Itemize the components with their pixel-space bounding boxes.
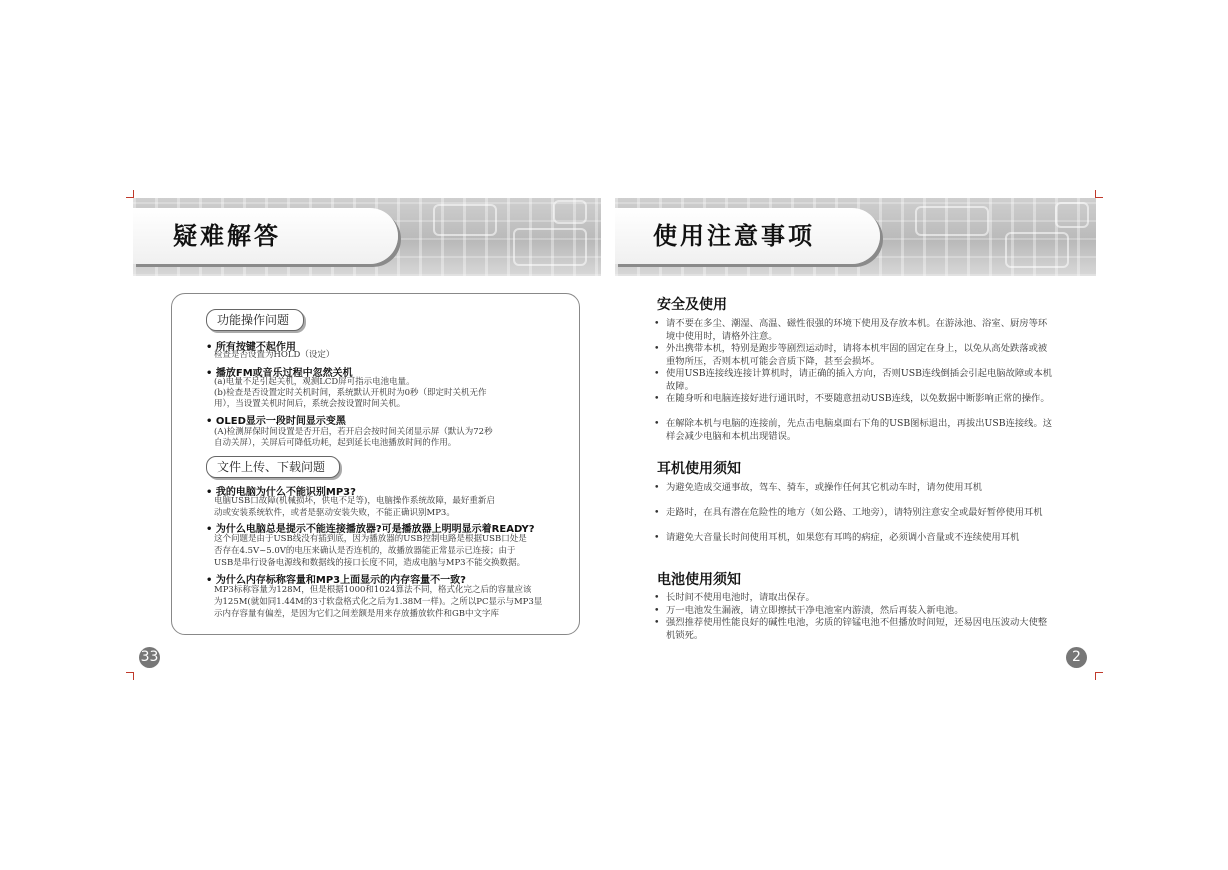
answer-line: 这个问题是由于USB线没有插到底，因为播放器的USB控制电路是根据USB口处是 <box>214 534 527 544</box>
bullet-item: • 请不要在多尘、潮湿、高温、磁性很强的环境下使用及存放本机。在游泳池、浴室、厨房等环境中使用时，请格外注意。 <box>654 318 1056 343</box>
page-number: 2 <box>1066 647 1087 668</box>
crop-mark <box>1095 197 1103 198</box>
question-text: 所有按键不起作用 <box>215 342 296 353</box>
answer-line: (A)检测屏保时间设置是否开启，若开启会按时间关闭显示屏（默认为72秒 <box>214 427 493 437</box>
circuit-decoration <box>1055 202 1089 228</box>
answer-line: (b)检查是否设置定时关机时间，系统默认开机时为0秒（即定时关机无作 <box>214 388 487 398</box>
circuit-decoration <box>553 200 587 224</box>
circuit-decoration <box>915 206 989 236</box>
answer-line: (a)电量不足引起关机，观测LCD屏可指示电池电量。 <box>214 377 415 387</box>
bullet-item: • 万一电池发生漏液，请立即擦拭干净电池室内游渍，然后再装入新电池。 <box>654 605 1056 618</box>
bullet-item: • 强烈推荐使用性能良好的碱性电池，劣质的锌锰电池不但播放时间短，还易因电压波动大使整机锁死。 <box>654 617 1056 642</box>
bullet-item: • 外出携带本机，特别是跑步等剧烈运动时，请将本机牢固的固定在身上，以免从高处跌落或被重物所压，否则本机可能会音质下降，甚至会损坏。 <box>654 343 1056 368</box>
question: • 所有按键不起作用 <box>206 342 296 353</box>
bullet-item: • 走路时，在具有潜在危险性的地方（如公路、工地旁），请特别注意安全或最好暂停使用耳机 <box>654 507 1056 520</box>
question: • 播放FM或音乐过程中忽然关机 <box>206 368 353 379</box>
crop-mark <box>1095 190 1096 198</box>
section-heading: 耳机使用须知 <box>657 461 741 477</box>
question-text: 为什么内存标称容量和MP3上面显示的内存容量不一致? <box>215 575 466 586</box>
bullet-item: • 在解除本机与电脑的连接前，先点击电脑桌面右下角的USB图标退出，再拔出USB连接线。这样会减少电脑和本机出现错误。 <box>654 418 1056 443</box>
page-title: 疑难解答 <box>173 222 281 250</box>
question-text: OLED显示一段时间显示变黑 <box>215 416 346 427</box>
left-page-banner <box>133 198 601 276</box>
bullet-item: • 使用USB连接线连接计算机时，请正确的插入方向，否则USB连线倒插会引起电脑故障或本机故障。 <box>654 368 1056 393</box>
section-heading: 电池使用须知 <box>657 572 741 588</box>
crop-mark <box>1095 672 1096 680</box>
bullet-item: • 长时间不使用电池时，请取出保存。 <box>654 592 1056 605</box>
answer-line: 示内存容量有偏差，是因为它们之间差额是用来存放播放软件和GB中文字库 <box>214 609 500 619</box>
circuit-decoration <box>433 204 497 236</box>
answer-line: 用），当设置关机时间后，系统会按设置时间关机。 <box>214 399 406 409</box>
question-text: 我的电脑为什么不能识别MP3? <box>215 487 356 498</box>
circuit-decoration <box>513 228 587 266</box>
bullet-item: • 在随身听和电脑连接好进行通讯时，不要随意扭动USB连线，以免数据中断影响正常的操作。 <box>654 393 1056 406</box>
crop-mark <box>133 672 134 680</box>
page-number: 33 <box>139 647 160 668</box>
answer-line: MP3标称容量为128M，但是根据1000和1024算法不同，格式化完之后的容量应该 <box>214 585 532 595</box>
question-text: 为什么电脑总是提示不能连接播放器?可是播放器上明明显示着READY? <box>215 524 535 535</box>
crop-mark <box>133 190 134 198</box>
circuit-decoration <box>1005 232 1069 268</box>
answer-line: 自动关屏），关屏后可降低功耗，起到延长电池播放时间的作用。 <box>214 438 457 448</box>
question: • OLED显示一段时间显示变黑 <box>206 416 346 427</box>
answer-line: USB是串行设备电源线和数据线的接口长度不同，造成电脑与MP3不能交换数据。 <box>214 558 526 568</box>
crop-mark <box>1095 672 1103 673</box>
page-title: 使用注意事项 <box>653 222 815 250</box>
bullet-item: • 请避免大音量长时间使用耳机，如果您有耳鸣的病症，必须调小音量或不连续使用耳机 <box>654 532 1056 545</box>
answer-line: 为125M(就如同1.44M的3寸软盘格式化之后为1.38M一样)。之所以PC显示与MP3显 <box>214 597 543 607</box>
answer-line: 电脑USB口故障(机械损坏，供电不足等)，电脑操作系统故障，最好重新启 <box>214 496 495 506</box>
right-page-banner <box>615 198 1096 276</box>
answer-line: 否存在4.5V~5.0V的电压来确认是否连机的，故播放器能正常显示已连接；由于 <box>214 546 516 556</box>
section-heading: 功能操作问题 <box>206 309 304 331</box>
question-text: 播放FM或音乐过程中忽然关机 <box>215 368 353 379</box>
bullet-item: • 为避免造成交通事故，驾车、骑车，或操作任何其它机动车时，请勿使用耳机 <box>654 482 1056 495</box>
answer-line: 检查是否设置为HOLD（设定） <box>214 350 335 360</box>
answer-line: 动或安装系统软件，或者是驱动安装失败，不能正确识别MP3。 <box>214 508 455 518</box>
question: • 为什么电脑总是提示不能连接播放器?可是播放器上明明显示着READY? <box>206 524 535 535</box>
section-heading: 安全及使用 <box>657 297 727 313</box>
question: • 我的电脑为什么不能识别MP3? <box>206 487 356 498</box>
section-heading: 文件上传、下载问题 <box>206 456 340 478</box>
question: • 为什么内存标称容量和MP3上面显示的内存容量不一致? <box>206 575 466 586</box>
